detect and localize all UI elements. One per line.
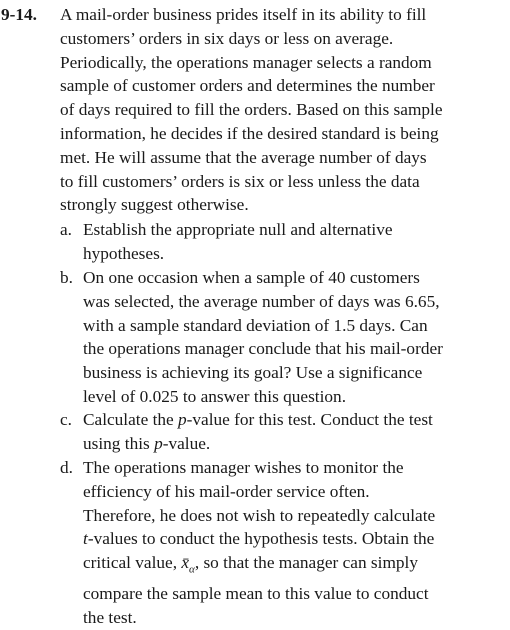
part-d-text-2: -values to conduct the hypothesis tests. Obtain the critical value, xyxy=(83,529,435,573)
problem-number: 9-14. xyxy=(1,5,37,24)
alpha-subscript: α xyxy=(189,563,195,576)
p-symbol: p xyxy=(178,410,187,429)
part-c-text-3: -value. xyxy=(162,433,211,453)
x-bar-symbol: x̄ xyxy=(181,553,190,573)
part-d-text-1: The operations manager wishes to monitor the efficiency of his mail-order service often. Therefore, he does not wish to repeatedly calculate xyxy=(83,458,436,525)
t-symbol: t xyxy=(83,529,88,549)
part-c-text xyxy=(83,408,503,456)
part-c-letter: c. xyxy=(60,410,72,429)
part-b-text: On one occasion when a sample of 40 customers was selected, the average number of days was 6.65, with a sample standard deviation of 1.5 days. Can the operations manager conclude that his mail-order business is achieving its goal? Use a significance level of 0.025 to answer this question. xyxy=(83,268,443,406)
part-b-letter: b. xyxy=(60,268,73,287)
part-c-text-2: -value for this test. Conduct the test using this xyxy=(83,410,433,453)
part-d-text-3: , so that the manager can simply compare the sample mean to this value to conduct the test. xyxy=(83,553,429,628)
problem-intro: A mail-order business prides itself in its ability to fill customers’ orders in six days or less on average. Periodically, the operations manager selects a random sample of customer orders and determines the number of days required to fill the orders. Based on this sample information, he decides if the desired standard is being met. He will assume that the average number of days to fill customers’ orders is six or less unless the data strongly suggest otherwise. xyxy=(60,5,443,215)
p-symbol: p xyxy=(154,433,163,453)
part-d-text xyxy=(83,456,503,630)
part-a-letter: a. xyxy=(60,220,72,239)
part-d-letter: d. xyxy=(60,458,73,477)
part-a-text: Establish the appropriate null and alternative hypotheses. xyxy=(83,220,393,263)
part-c-text-1: Calculate the xyxy=(83,410,179,429)
